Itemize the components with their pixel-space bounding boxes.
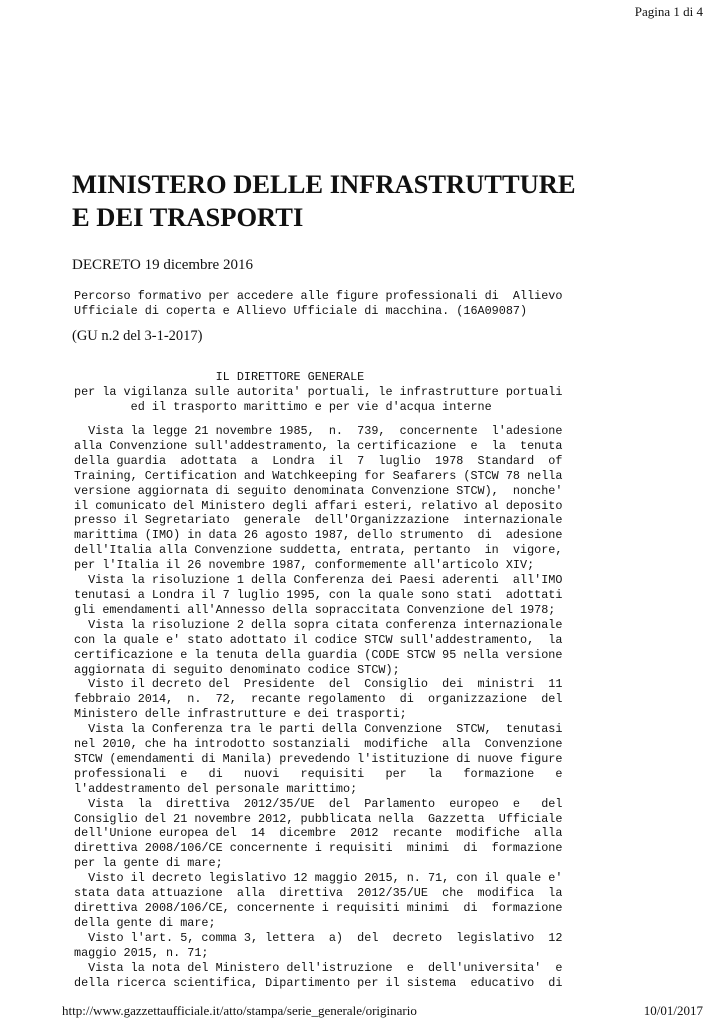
body-line: certificazione e la tenuta della guardia (CODE STCW 95 nella versione [74, 647, 563, 662]
body-line: presso il Segretariato generale dell'Organizzazione internazionale [74, 513, 563, 528]
ministry-title [72, 168, 672, 234]
body-line: il comunicato del Ministero degli affari esteri, relativo al deposito [74, 498, 563, 513]
body-line: direttiva 2008/106/CE, concernente i requisiti minimi di formazione [74, 901, 563, 915]
source-url[interactable]: http://www.gazzettaufficiale.it/atto/stampa/serie_generale/originario [62, 1003, 417, 1018]
body-line: Ministero delle infrastrutture e dei trasporti; [74, 707, 407, 722]
subtitle-line: Percorso formativo per accedere alle figure professionali di Allievo [74, 289, 563, 303]
issuing-authority [74, 370, 562, 415]
body-line: della gente di mare; [74, 915, 216, 930]
decree-subtitle [74, 289, 562, 319]
body-line: Vista la risoluzione 1 della Conferenza dei Paesi aderenti all'IMO [74, 573, 563, 588]
body-line: con la quale e' stato adottato il codice STCW sull'addestramento, la [74, 632, 563, 647]
body-line: per la gente di mare; [74, 856, 223, 871]
body-line: gli emendamenti all'Annesso della sopraccitata Convenzione del 1978; [74, 602, 556, 617]
decree-body [74, 424, 562, 990]
body-line: febbraio 2014, n. 72, recante regolamento di organizzazione del [74, 692, 563, 707]
body-line: Vista la legge 21 novembre 1985, n. 739, concernente l'adesione [74, 424, 563, 438]
gazette-reference: (GU n.2 del 3-1-2017) [72, 328, 203, 344]
print-date: 10/01/2017 [643, 1003, 703, 1018]
body-line: aggiornata di seguito denominato codice STCW); [74, 662, 400, 677]
body-line: l'addestramento del personale marittimo; [74, 781, 358, 796]
body-line: Training, Certification and Watchkeeping for Seafarers (STCW 78 nella [74, 468, 563, 483]
body-line: Vista la direttiva 2012/35/UE del Parlamento europeo e del [74, 796, 563, 811]
decree-date: DECRETO 19 dicembre 2016 [72, 257, 253, 273]
body-line: Visto il decreto del Presidente del Consiglio dei ministri 11 [74, 677, 563, 692]
authority-line: ed il trasporto marittimo e per vie d'acqua interne [74, 399, 492, 414]
body-line: della ricerca scientifica, Dipartimento per il sistema educativo di [74, 975, 563, 990]
body-line: della guardia adottata a Londra il 7 luglio 1978 Standard of [74, 453, 563, 468]
body-line: versione aggiornata di seguito denominata Convenzione STCW), nonche' [74, 483, 563, 498]
body-line: professionali e di nuovi requisiti per la formazione e [74, 766, 563, 781]
authority-line: per la vigilanza sulle autorita' portuali, le infrastrutture portuali [74, 384, 563, 399]
body-line: dell'Unione europea del 14 dicembre 2012 recante modifiche alla [74, 826, 563, 841]
body-line: marittima (IMO) in data 26 agosto 1987, dello strumento di adesione [74, 528, 563, 543]
body-line: Vista la Conferenza tra le parti della Convenzione STCW, tenutasi [74, 722, 563, 737]
body-line: alla Convenzione sull'addestramento, la certificazione e la tenuta [74, 438, 563, 453]
subtitle-line: Ufficiale di coperta e Allievo Ufficiale di macchina. (16A09087) [74, 303, 528, 318]
body-line: Vista la nota del Ministero dell'istruzione e dell'universita' e [74, 960, 563, 975]
authority-line: IL DIRETTORE GENERALE [74, 370, 365, 384]
body-line: Visto l'art. 5, comma 3, lettera a) del decreto legislativo 12 [74, 930, 563, 945]
ministry-title-line: E DEI TRASPORTI [72, 202, 304, 232]
body-line: dell'Italia alla Convenzione suddetta, entrata, pertanto in vigore, [74, 543, 563, 558]
body-line: Visto il decreto legislativo 12 maggio 2015, n. 71, con il quale e' [74, 871, 563, 886]
body-line: Consiglio del 21 novembre 2012, pubblicata nella Gazzetta Ufficiale [74, 811, 563, 826]
body-line: tenutasi a Londra il 7 luglio 1995, con la quale sono stati adottati [74, 587, 563, 602]
body-line: maggio 2015, n. 71; [74, 945, 209, 960]
ministry-title-line: MINISTERO DELLE INFRASTRUTTURE [72, 169, 576, 199]
body-line: per l'Italia il 26 novembre 1987, conformemente all'articolo XIV; [74, 558, 535, 573]
body-line: STCW (emendamenti di Manila) prevedendo l'istituzione di nuove figure [74, 751, 563, 766]
body-line: Vista la risoluzione 2 della sopra citata conferenza internazionale [74, 617, 563, 632]
body-line: nel 2010, che ha introdotto sostanziali modifiche alla Convenzione [74, 737, 563, 752]
page-number-label: Pagina 1 di 4 [634, 4, 703, 19]
body-line: stata data attuazione alla direttiva 2012/35/UE che modifica la [74, 886, 563, 901]
body-line: direttiva 2008/106/CE concernente i requisiti minimi di formazione [74, 841, 563, 856]
